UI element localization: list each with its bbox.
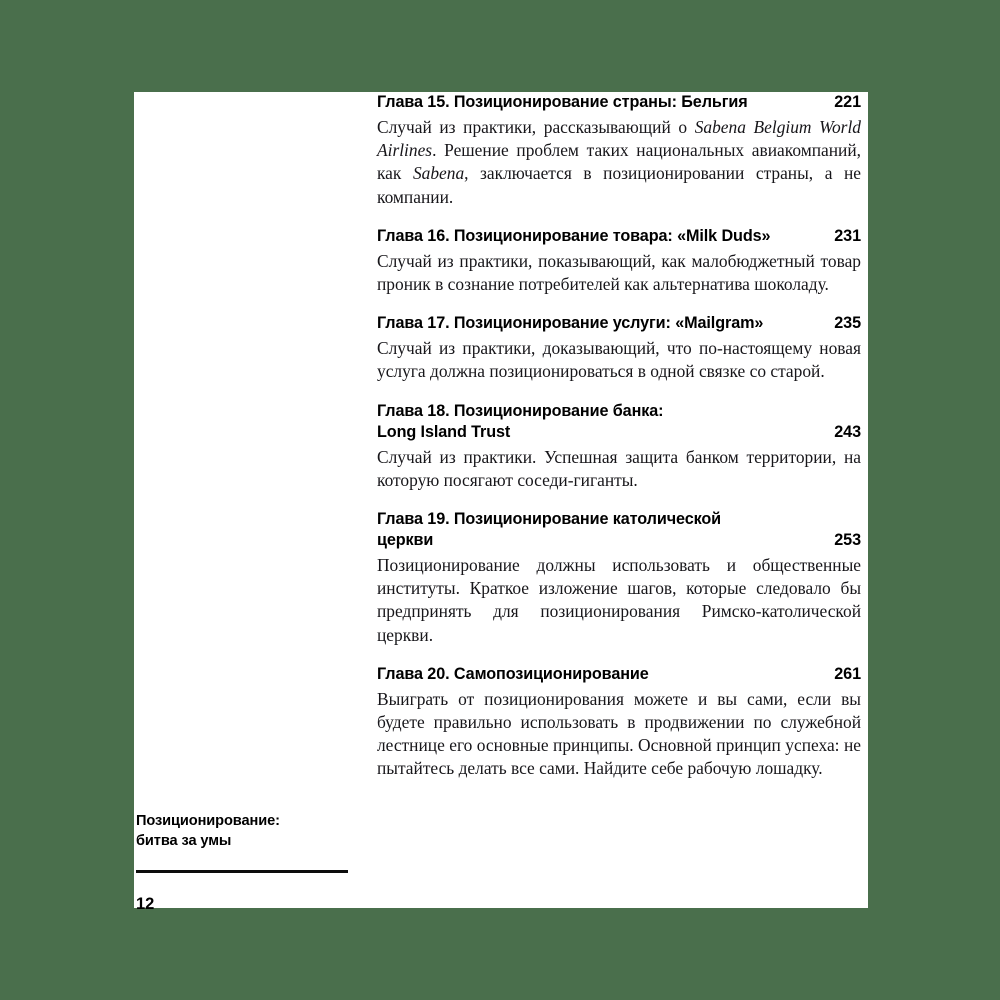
- toc-entry[interactable]: [377, 226, 861, 296]
- toc-entry-page-number: 243: [834, 422, 861, 441]
- book-page: [134, 92, 868, 913]
- toc-entry-title: [377, 226, 861, 247]
- toc-entry-description: [377, 250, 861, 296]
- toc-entry-page-number: 231: [834, 226, 861, 245]
- toc-entry-title-line1: Глава 18. Позиционирование банка:: [377, 401, 664, 420]
- toc-entry-title-line2: [377, 422, 861, 443]
- page-number: 12: [136, 894, 155, 913]
- toc-entry-title-text: Long Island Trust: [377, 422, 511, 441]
- toc-entry-page-number: 261: [834, 664, 861, 683]
- toc-entry-page-number: 221: [834, 93, 861, 111]
- body-text: , заключается в позиционировании страны, а не компании.: [377, 163, 862, 207]
- toc-entry-title: [377, 401, 861, 443]
- toc-entry-title-line2: [377, 530, 861, 551]
- toc-entry[interactable]: [377, 401, 861, 492]
- toc-entry-title-line1: Глава 19. Позиционирование католической: [377, 510, 722, 529]
- table-of-contents: [377, 92, 861, 781]
- toc-entry-description: [377, 446, 861, 492]
- toc-entry-description: [377, 688, 861, 781]
- toc-entry-page-number: 235: [834, 314, 861, 333]
- toc-entry-title: [377, 313, 861, 334]
- toc-entry-description: [377, 116, 861, 209]
- toc-entry-page-number: 253: [834, 531, 861, 550]
- toc-entry-title-text: Глава 15. Позиционирование страны: Бельгия: [377, 93, 748, 111]
- body-text: Позиционирование должны использовать и общественные институты. Краткое изложение шагов, которые следовало бы предпринять для позиционирования Римско-католической церкви.: [377, 555, 861, 645]
- toc-entry-title-text: Глава 20. Самопозиционирование: [377, 664, 649, 683]
- toc-entry-title-text: церкви: [377, 531, 434, 550]
- running-foot-title: [136, 811, 350, 851]
- body-text: Случай из практики, доказывающий, что по-настоящему новая услуга должна позиционироваться в одной связке со старой.: [377, 338, 861, 382]
- toc-entry-title: [377, 92, 861, 113]
- body-text: Выиграть от позиционирования можете и вы сами, если вы будете правильно использовать в продвижении по служебной лестнице его основные принципы. Основной принцип успеха: не пытайтесь делать все сами. Найдите себе рабочую лошадку.: [377, 688, 861, 779]
- toc-entry-title-text: Глава 16. Позиционирование товара: «Milk Duds»: [377, 226, 771, 245]
- body-text: Случай из практики. Успешная защита банком территории, на которую посягают соседи-гиганты.: [377, 446, 861, 490]
- body-text: Случай из практики, рассказывающий о: [377, 117, 695, 137]
- emphasis-text: Sabena: [412, 163, 465, 184]
- toc-entry-title-text: Глава 17. Позиционирование услуги: «Mailgram»: [377, 314, 764, 333]
- toc-entry-title: [377, 509, 861, 551]
- running-foot-line2: битва за умы: [136, 833, 232, 849]
- toc-entry-title: [377, 664, 861, 685]
- toc-entry[interactable]: [377, 92, 861, 209]
- toc-entry[interactable]: [377, 313, 861, 383]
- toc-entry[interactable]: [377, 664, 861, 781]
- body-text: . Решение проблем таких национальных авиакомпаний, как: [377, 140, 861, 184]
- body-text: Случай из практики, показывающий, как малобюджетный товар проник в сознание потребителей как альтернатива шоколаду.: [377, 250, 861, 295]
- emphasis-text: Sabena Belgium World Airlines: [377, 117, 861, 161]
- running-foot-divider: [136, 870, 348, 873]
- toc-entry[interactable]: [377, 509, 861, 647]
- toc-entry-description: [377, 554, 861, 647]
- running-foot-line1: Позиционирование:: [136, 813, 280, 829]
- running-foot: [136, 811, 350, 914]
- toc-entry-description: [377, 337, 861, 383]
